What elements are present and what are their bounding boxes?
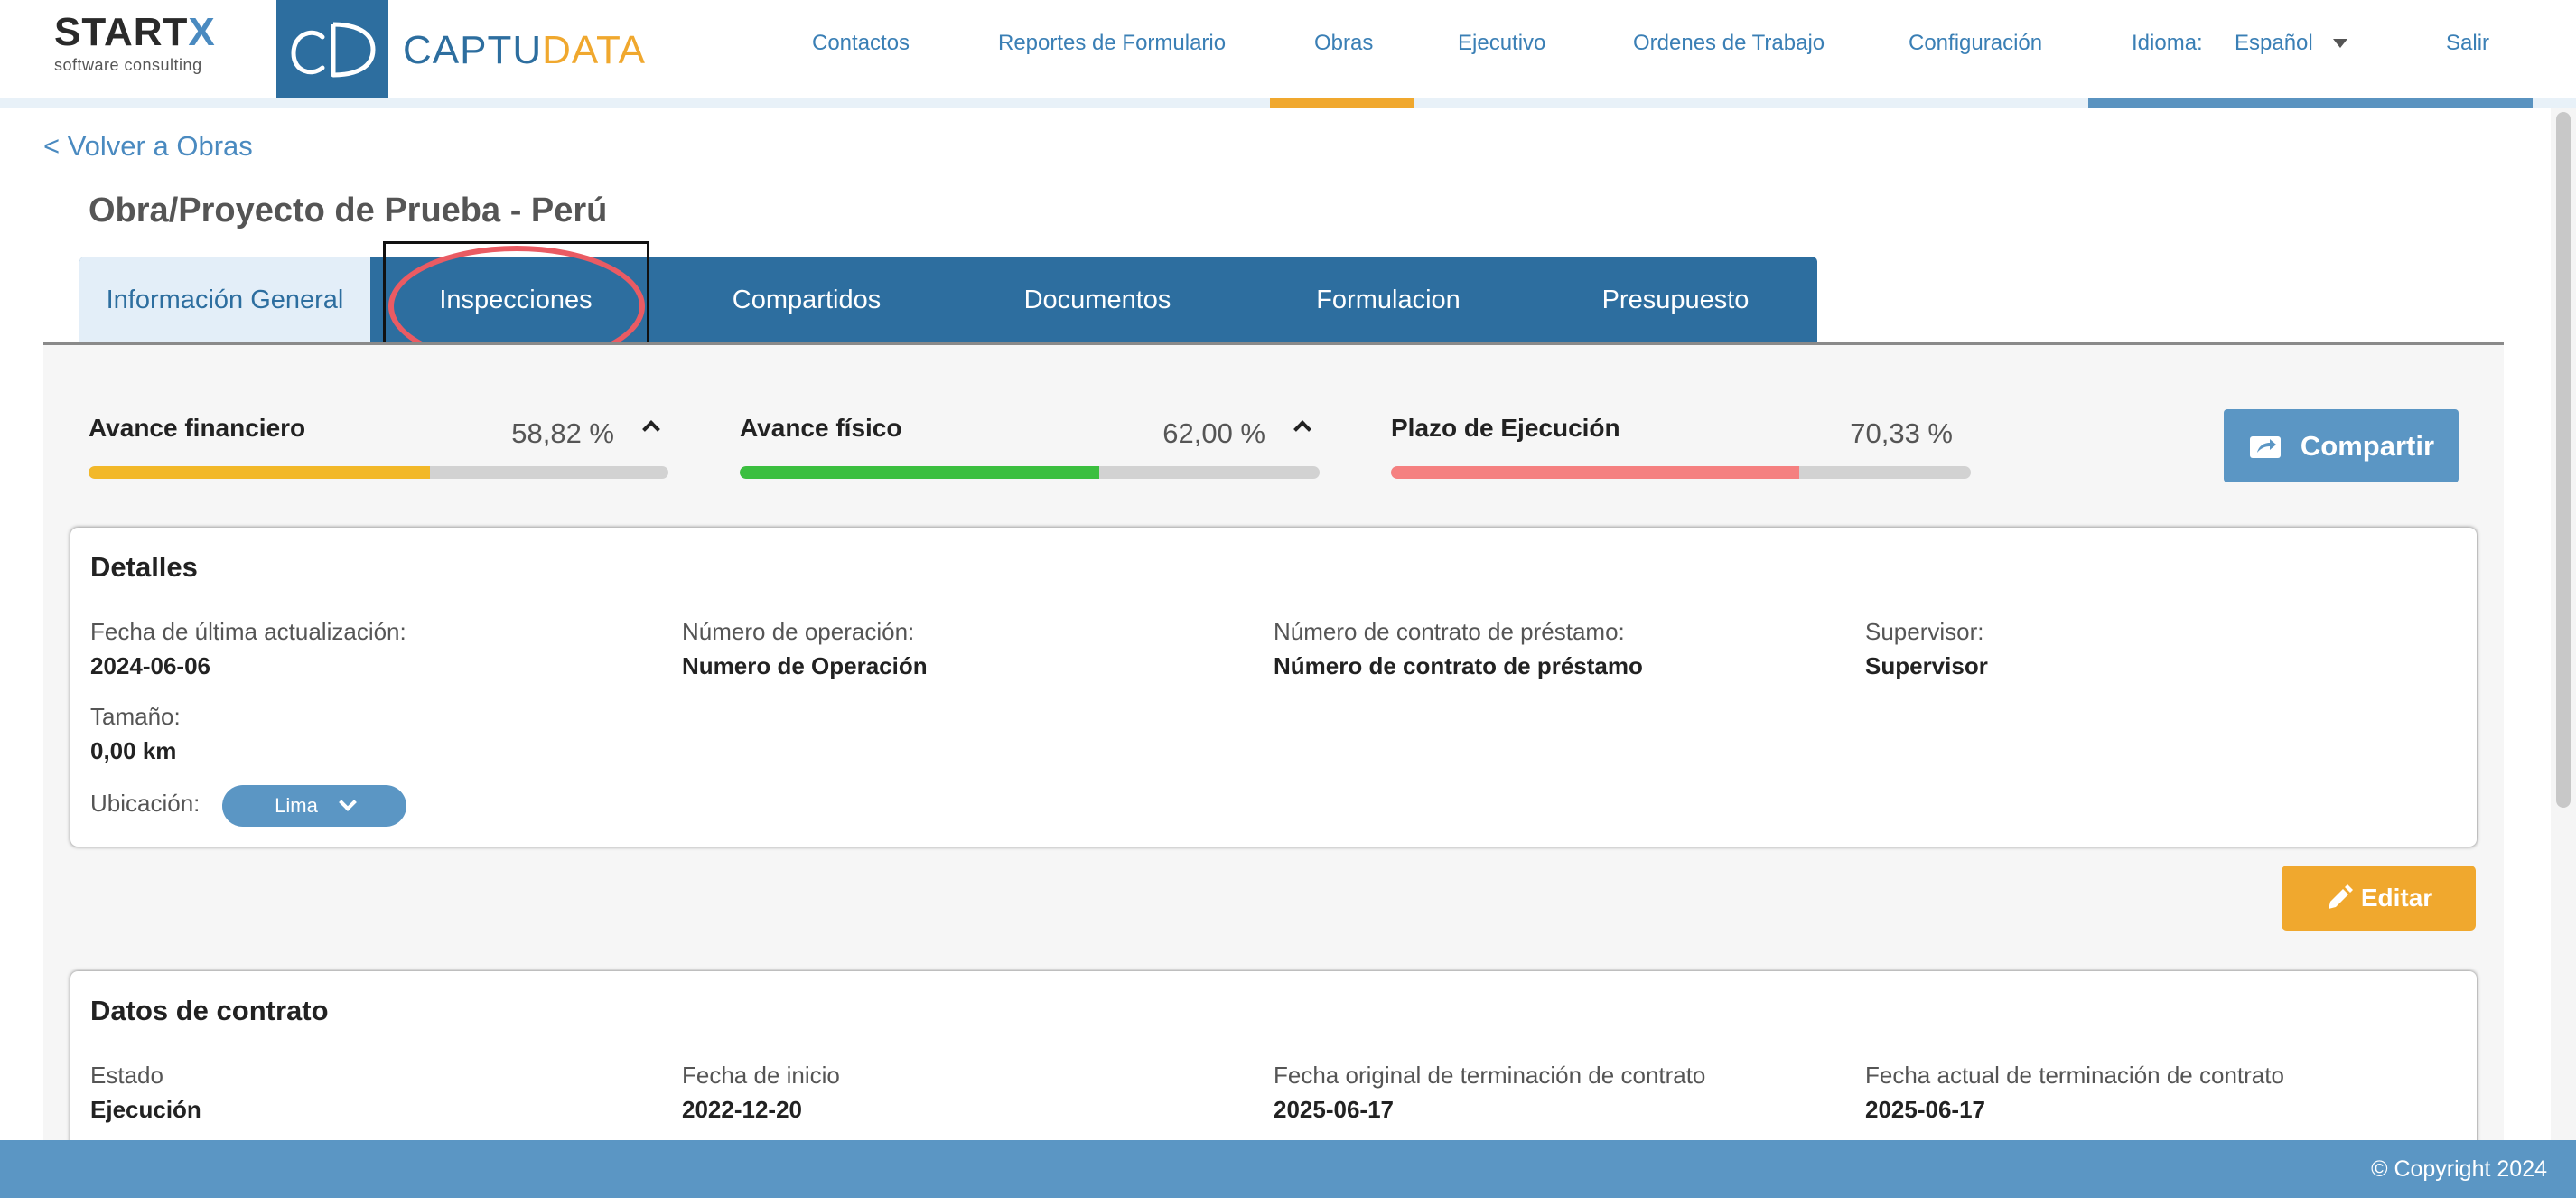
location-value: Lima — [275, 794, 318, 817]
tab-formulacion[interactable]: Formulacion — [1316, 285, 1461, 314]
caret-down-icon — [2333, 39, 2347, 48]
edit-button-label: Editar — [2360, 884, 2433, 912]
progress-fill — [740, 466, 1099, 479]
progress-track — [740, 466, 1320, 479]
tab-documentos[interactable]: Documentos — [1023, 285, 1171, 314]
progress-fill — [89, 466, 430, 479]
share-icon — [2248, 433, 2282, 460]
tab-presupuesto[interactable]: Presupuesto — [1601, 285, 1750, 314]
copyright-text: © Copyright 2024 — [2371, 1156, 2547, 1182]
captudata-logo-icon — [276, 0, 388, 99]
progress-avance-fisico — [740, 398, 1320, 488]
language-select[interactable] — [2235, 31, 2347, 56]
startx-logo-text: START — [54, 10, 189, 54]
progress-avance-financiero — [89, 398, 668, 488]
active-nav-indicator — [1270, 98, 1414, 108]
tab-bar — [79, 257, 1817, 343]
current-end-label: Fecha actual de terminación de contrato — [1865, 1062, 2284, 1089]
page-title: Obra/Proyecto de Prueba - Perú — [89, 192, 608, 229]
tab-informacion-general[interactable]: Información General — [79, 257, 370, 343]
supervisor-value: Supervisor — [1865, 652, 1988, 679]
original-end-value: 2025-06-17 — [1274, 1096, 1394, 1123]
progress-track — [89, 466, 668, 479]
location-label: Ubicación: — [90, 790, 201, 817]
operation-label: Número de operación: — [682, 618, 915, 645]
progress-label: Avance físico — [740, 414, 902, 442]
progress-plazo-ejecucion — [1391, 398, 1971, 488]
last-update-label: Fecha de última actualización: — [90, 618, 406, 645]
share-button-label: Compartir — [2300, 429, 2435, 462]
last-update-value: 2024-06-06 — [90, 652, 210, 679]
progress-fill — [1391, 466, 1799, 479]
footer — [0, 1140, 2576, 1198]
edit-button[interactable] — [2282, 866, 2476, 931]
scrollbar-thumb[interactable] — [2556, 112, 2571, 808]
current-end-value: 2025-06-17 — [1865, 1096, 1985, 1123]
logout-link[interactable]: Salir — [2446, 31, 2490, 55]
language-value: Español — [2235, 31, 2313, 55]
share-button[interactable] — [2224, 409, 2459, 482]
loan-contract-value: Número de contrato de préstamo — [1274, 652, 1643, 679]
chevron-down-icon — [339, 793, 357, 811]
chevron-up-icon[interactable] — [1289, 412, 1316, 439]
back-to-obras-link[interactable]: < Volver a Obras — [43, 130, 253, 162]
start-date-label: Fecha de inicio — [682, 1062, 840, 1089]
progress-value: 70,33 % — [1850, 417, 1953, 449]
nav-obras[interactable]: Obras — [1314, 31, 1374, 55]
pencil-icon — [2325, 884, 2354, 913]
details-title: Detalles — [90, 551, 198, 583]
tab-inspecciones[interactable]: Inspecciones — [439, 285, 593, 314]
progress-label: Plazo de Ejecución — [1391, 414, 1620, 442]
nav-ejecutivo[interactable]: Ejecutivo — [1458, 31, 1546, 55]
state-label: Estado — [90, 1062, 163, 1089]
captudata-logo-text-b: DATA — [542, 28, 646, 72]
progress-label: Avance financiero — [89, 414, 306, 442]
vertical-scrollbar[interactable] — [2551, 108, 2576, 1140]
details-card — [70, 528, 2477, 847]
nav-contactos[interactable]: Contactos — [812, 31, 910, 55]
loan-contract-label: Número de contrato de préstamo: — [1274, 618, 1625, 645]
progress-value: 58,82 % — [511, 417, 614, 449]
captudata-logo-text — [403, 27, 646, 74]
progress-track — [1391, 466, 1971, 479]
operation-value: Numero de Operación — [682, 652, 928, 679]
size-label: Tamaño: — [90, 703, 181, 730]
chevron-up-icon[interactable] — [638, 412, 665, 439]
captudata-logo-text-a: CAPTU — [403, 28, 543, 72]
start-date-value: 2022-12-20 — [682, 1096, 802, 1123]
top-header — [0, 0, 2576, 99]
language-label: Idioma: — [2132, 31, 2203, 55]
tab-compartidos[interactable]: Compartidos — [732, 285, 882, 314]
startx-logo-subtitle: software consulting — [54, 56, 202, 74]
location-dropdown[interactable] — [222, 785, 406, 827]
state-value: Ejecución — [90, 1096, 201, 1123]
original-end-label: Fecha original de terminación de contrato — [1274, 1062, 1706, 1089]
startx-logo — [54, 11, 235, 80]
nav-configuracion[interactable]: Configuración — [1909, 31, 2043, 55]
progress-value: 62,00 % — [1162, 417, 1265, 449]
nav-ordenes-trabajo[interactable]: Ordenes de Trabajo — [1633, 31, 1825, 55]
contract-title: Datos de contrato — [90, 995, 329, 1026]
language-nav-indicator — [2088, 98, 2533, 108]
size-value: 0,00 km — [90, 737, 177, 764]
startx-logo-x: X — [188, 10, 216, 54]
supervisor-label: Supervisor: — [1865, 618, 1984, 645]
nav-reportes-formulario[interactable]: Reportes de Formulario — [998, 31, 1227, 55]
